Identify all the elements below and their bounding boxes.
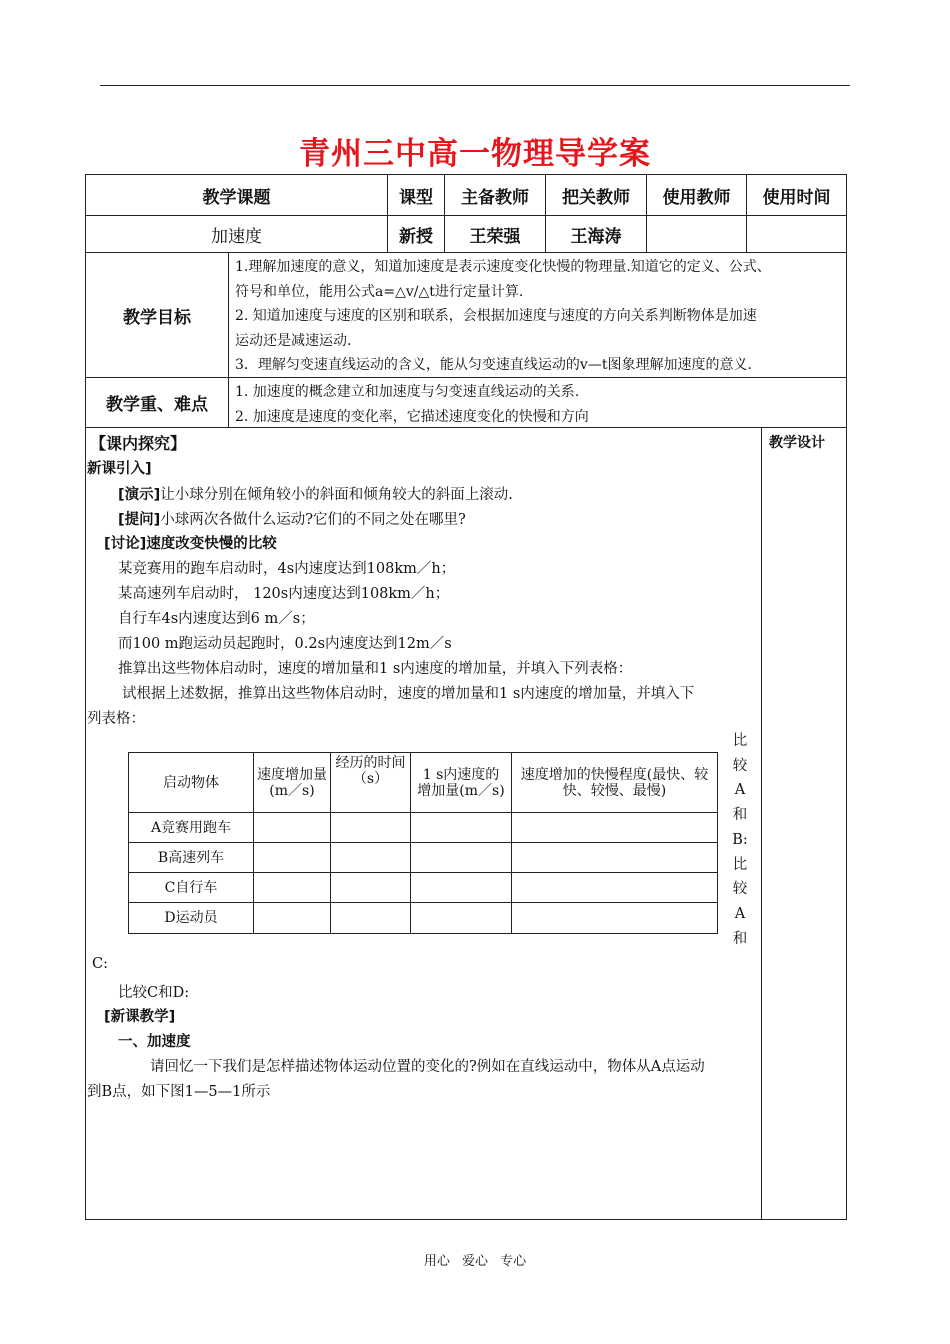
- question-text: 小球两次各做什么运动?它们的不同之处在哪里?: [160, 512, 466, 528]
- design-label: 教学设计: [769, 435, 825, 451]
- question-line: [118, 508, 466, 529]
- body-line: 自行车4s内速度达到6 m／s；: [118, 611, 315, 627]
- table-cell[interactable]: [410, 902, 512, 934]
- table-cell[interactable]: [511, 872, 718, 903]
- keypoints-label: 教学重、难点: [85, 377, 229, 428]
- header-value-main-teacher: 王荣强: [444, 215, 546, 253]
- table-cell: A竞赛用跑车: [128, 812, 254, 843]
- header-rule: [100, 85, 850, 86]
- subhead-acceleration: 一、加速度: [118, 1034, 191, 1050]
- table-cell[interactable]: [410, 872, 512, 903]
- side-char: 较: [732, 881, 748, 898]
- header-value-check-teacher: 王海涛: [545, 215, 647, 253]
- table-cell: B高速列车: [128, 842, 254, 873]
- table-cell[interactable]: [511, 842, 718, 873]
- para2: 请回忆一下我们是怎样描述物体运动位置的变化的?例如在直线运动中，物体从A点运动: [150, 1059, 705, 1075]
- keypoint-line: 2. 加速度是速度的变化率，它描述速度变化的快慢和方向: [235, 408, 589, 425]
- header-value-topic: 加速度: [85, 215, 388, 253]
- table-cell[interactable]: [330, 872, 411, 903]
- objective-line: 3．理解匀变速直线运动的含义，能从匀变速直线运动的v—t图象理解加速度的意义.: [235, 357, 752, 373]
- header-value-use-teacher: [646, 215, 747, 253]
- objective-line: 2. 知道加速度与速度的区别和联系，会根据加速度与速度的方向关系判断物体是加速: [235, 308, 757, 324]
- page-footer: 用心 爱心 专心: [423, 1254, 527, 1269]
- header-label-use-teacher: 使用教师: [646, 174, 747, 216]
- demo-tag: [演示]: [118, 487, 161, 503]
- table-cell[interactable]: [410, 812, 512, 843]
- side-char: A: [734, 905, 746, 922]
- side-char: 比: [732, 733, 748, 749]
- para1-cont: 列表格：: [87, 711, 145, 727]
- header-label-topic: 教学课题: [85, 174, 388, 216]
- objective-line: 运动还是减速运动.: [235, 332, 352, 349]
- discuss-title: [讨论]速度改变快慢的比较: [104, 536, 277, 552]
- side-char: 和: [732, 930, 748, 947]
- table-cell[interactable]: [330, 842, 411, 873]
- side-char: 较: [732, 757, 748, 774]
- table-cell: D运动员: [128, 902, 254, 934]
- table-cell[interactable]: [511, 812, 718, 843]
- header-label-check-teacher: 把关教师: [545, 174, 647, 216]
- side-char: B:: [732, 831, 748, 848]
- objectives-label: 教学目标: [85, 252, 229, 378]
- demo-text: 让小球分别在倾角较小的斜面和倾角较大的斜面上滚动.: [160, 487, 513, 503]
- keypoint-line: 1. 加速度的概念建立和加速度与匀变速直线运动的关系.: [235, 384, 580, 400]
- intro-title: 新课引入]: [87, 461, 152, 477]
- para1: 试根据上述数据，推算出这些物体启动时，速度的增加量和1 s内速度的增加量，并填入下: [122, 686, 695, 702]
- keypoints-text: [228, 377, 847, 428]
- body-line: 某高速列车启动时， 120s内速度达到108km／h；: [118, 586, 450, 602]
- table-cell[interactable]: [330, 902, 411, 934]
- question-tag: [提问]: [118, 512, 161, 528]
- table-header: 速度增加量(m／s): [253, 752, 331, 813]
- header-value-type: 新授: [387, 215, 445, 253]
- page-title: 青州三中高一物理导学案: [299, 136, 651, 172]
- table-header: 1 s内速度的增加量(m／s): [410, 752, 512, 813]
- header-label-use-time: 使用时间: [746, 174, 847, 216]
- table-cell[interactable]: [253, 812, 331, 843]
- side-char: 比: [732, 856, 748, 873]
- para2-cont: 到B点，如下图1—5—1所示: [87, 1084, 271, 1100]
- header-value-use-time: [746, 215, 847, 253]
- table-cell: C自行车: [128, 872, 254, 903]
- after-side-text: C:: [92, 956, 108, 972]
- table-cell[interactable]: [511, 902, 718, 934]
- table-header: 速度增加的快慢程度(最快、较快、较慢、最慢): [511, 752, 718, 813]
- new-teaching-title: [新课教学]: [104, 1009, 176, 1025]
- table-cell[interactable]: [253, 872, 331, 903]
- side-char: A: [734, 782, 746, 799]
- side-char: 和: [732, 807, 748, 824]
- section-title: 【课内探究】: [90, 434, 187, 453]
- table-cell[interactable]: [253, 902, 331, 934]
- table-cell[interactable]: [253, 842, 331, 873]
- header-label-type: 课型: [387, 174, 445, 216]
- objective-line: 符号和单位，能用公式a=△v/△t进行定量计算.: [235, 283, 524, 300]
- body-line: 某竞赛用的跑车启动时，4s内速度达到108km／h；: [118, 561, 456, 577]
- objectives-text: [228, 252, 847, 378]
- body-line: 推算出这些物体启动时，速度的增加量和1 s内速度的增加量，并填入下列表格：: [118, 661, 633, 677]
- side-note: [731, 729, 749, 951]
- table-header: 经历的时间（s）: [330, 752, 411, 813]
- compare-cd: 比较C和D:: [118, 985, 190, 1001]
- objective-line: 1.理解加速度的意义，知道加速度是表示速度变化快慢的物理量.知道它的定义、公式、: [235, 259, 771, 275]
- design-column: [761, 427, 847, 1220]
- table-header: 启动物体: [128, 752, 254, 813]
- body-line: 而100 m跑运动员起跑时，0.2s内速度达到12m／s: [118, 636, 452, 652]
- table-cell[interactable]: [330, 812, 411, 843]
- header-label-main-teacher: 主备教师: [444, 174, 546, 216]
- demo-line: [118, 483, 513, 504]
- table-cell[interactable]: [410, 842, 512, 873]
